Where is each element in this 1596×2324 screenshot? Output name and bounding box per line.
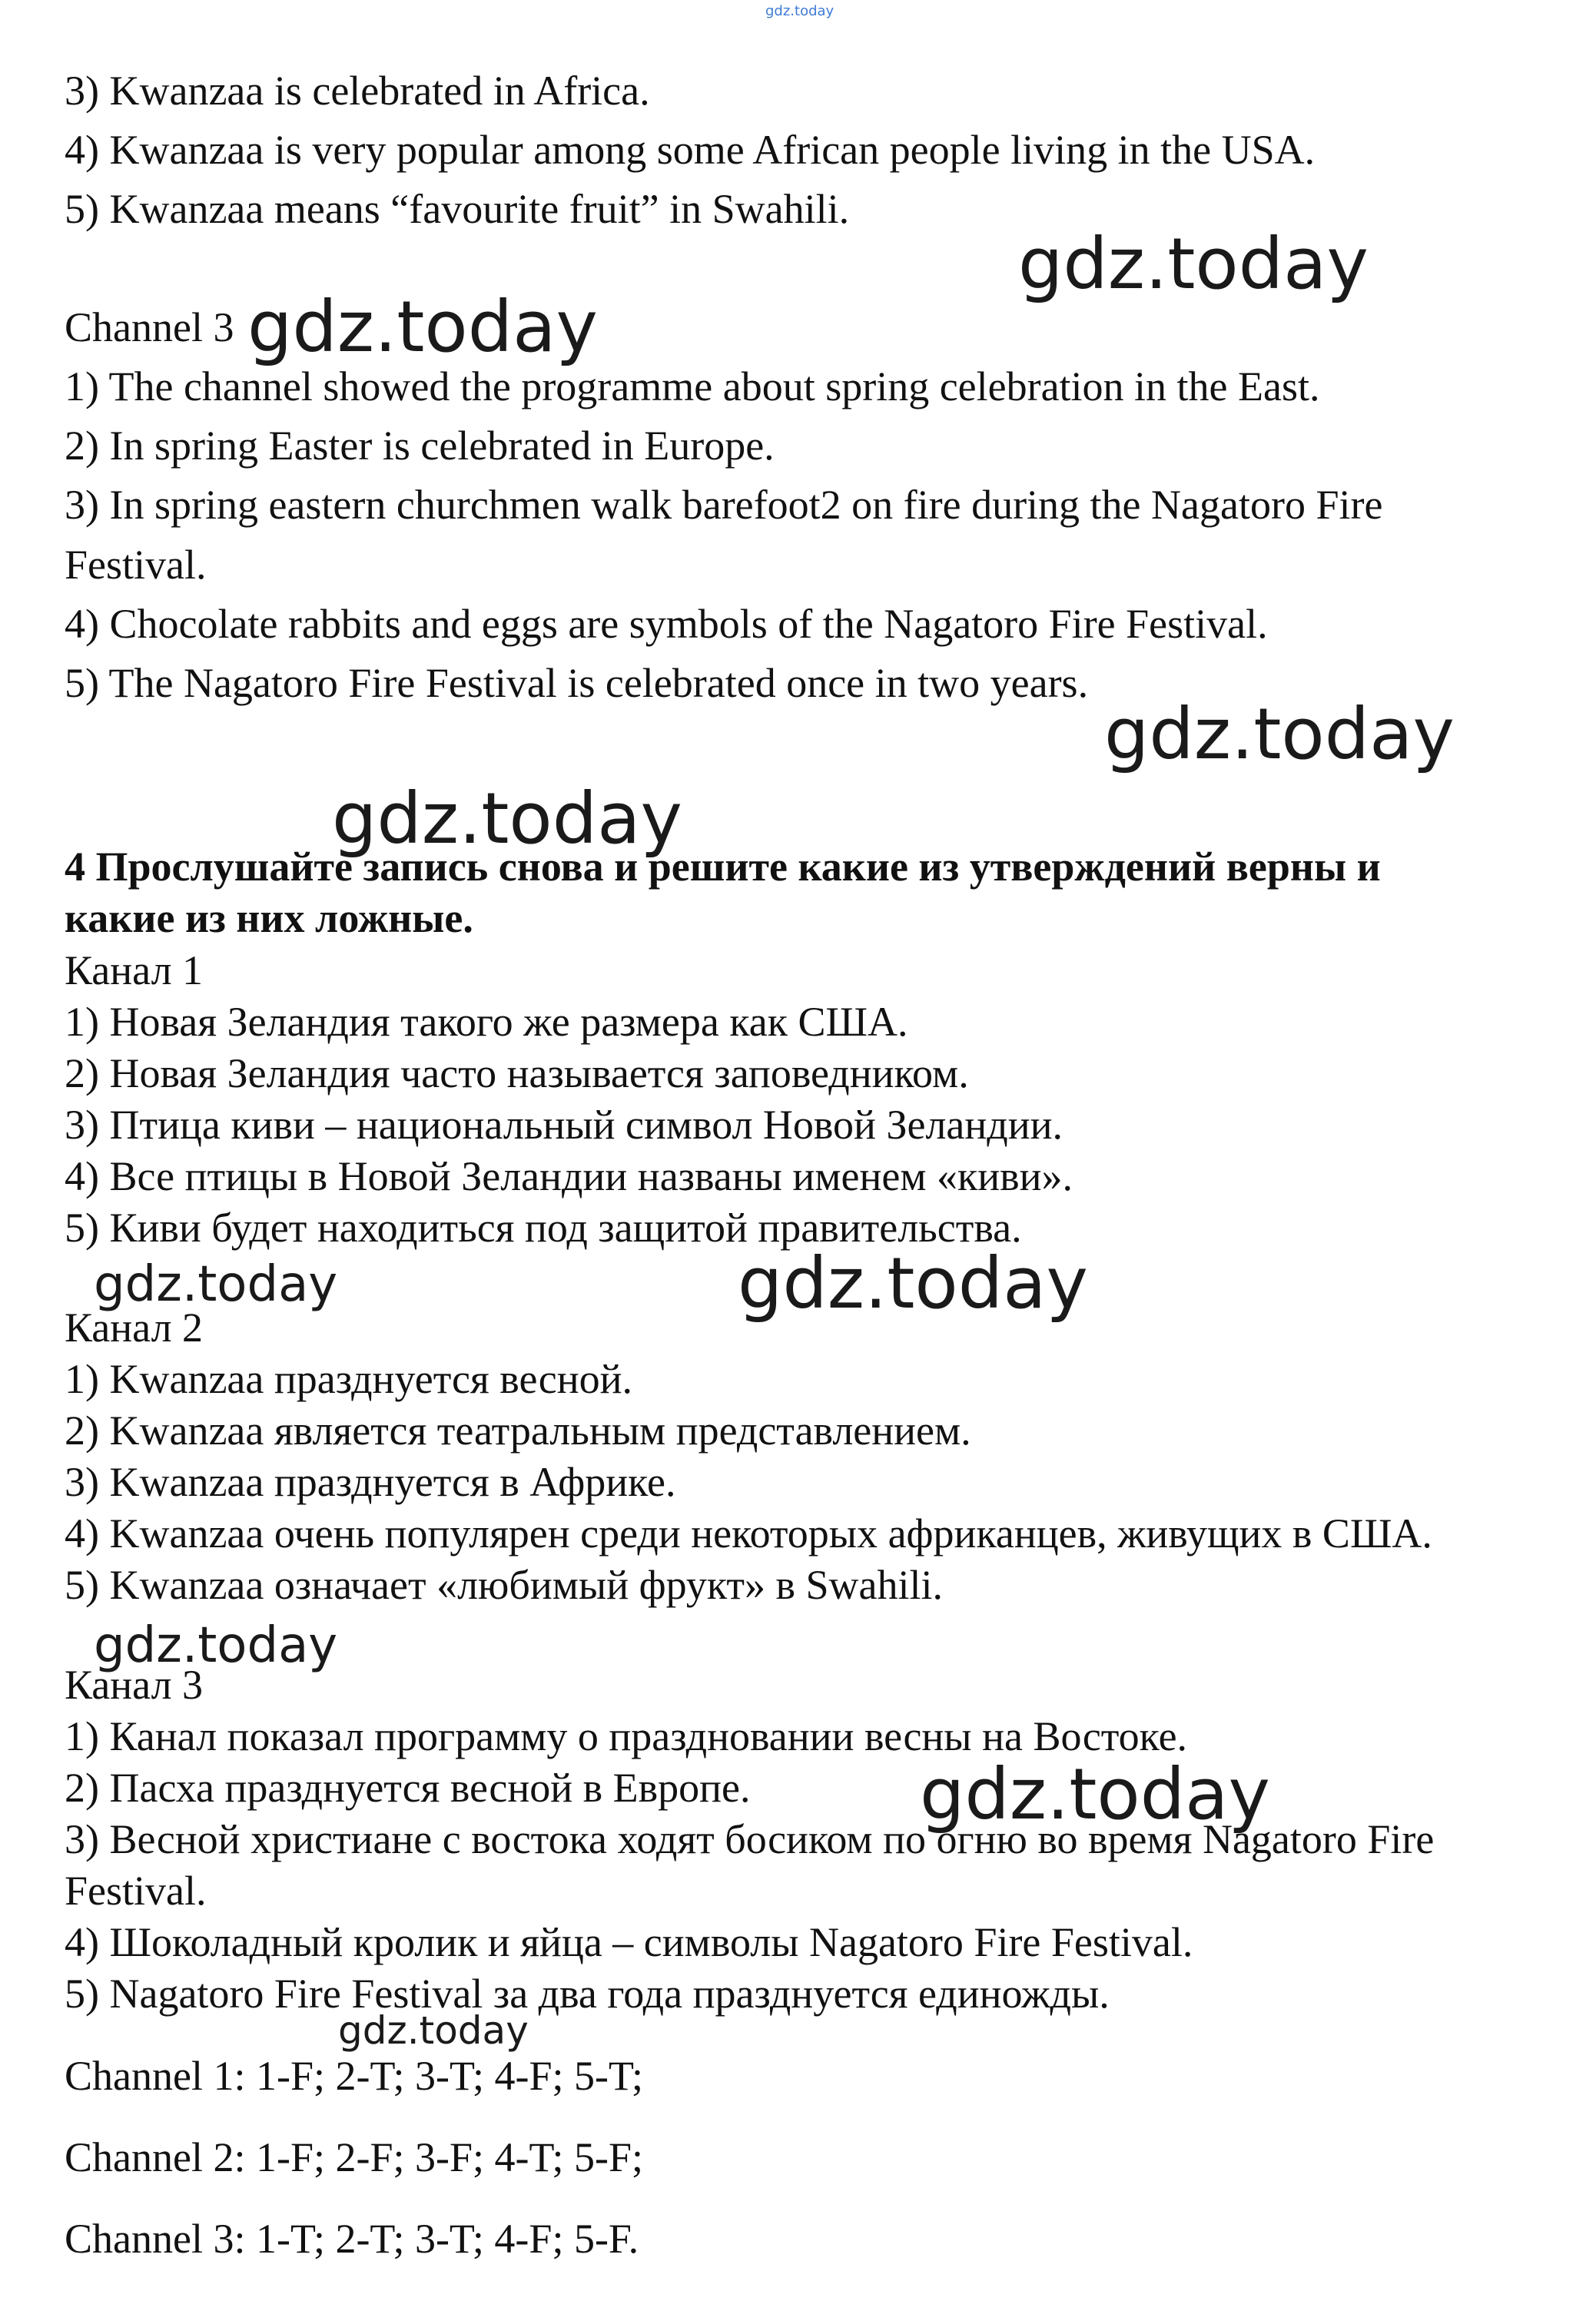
answer-line: Channel 3: 1-T; 2-T; 3-T; 4-F; 5-F. (65, 2216, 639, 2262)
watermark: gdz.today (94, 1617, 338, 1674)
channel-heading: Канал 2 (65, 1305, 204, 1351)
answer-line: Channel 1: 1-F; 2-T; 3-T; 4-F; 5-T; (65, 2053, 643, 2099)
watermark: gdz.today (338, 2008, 529, 2053)
statement-line: 1) Kwanzaa празднуется весной. (65, 1356, 633, 1402)
statement-line: 1) Новая Зеландия такого же размера как США. (65, 999, 908, 1045)
task-heading: 4 Прослушайте запись снова и решите какие из утверждений верны и (65, 844, 1381, 890)
channel-heading: Канал 3 (65, 1662, 204, 1708)
statement-line: 2) Пасха празднуется весной в Европе. (65, 1765, 751, 1811)
statement-line: 5) Kwanzaa means “favourite fruit” in Swahili. (65, 186, 850, 232)
statement-line: 3) Птица киви – национальный символ Новой Зеландии. (65, 1102, 1063, 1148)
watermark: gdz.today (94, 1256, 338, 1313)
watermark: gdz.today (332, 777, 682, 860)
watermark: gdz.today (247, 286, 598, 368)
statement-line: Festival. (65, 1868, 207, 1914)
statement-line: 4) Все птицы в Новой Зеландии названы именем «киви». (65, 1153, 1073, 1199)
statement-line: 2) Новая Зеландия часто называется заповедником. (65, 1050, 969, 1096)
watermark: gdz.today (1104, 693, 1455, 775)
statement-line: 5) Kwanzaa означает «любимый фрукт» в Swahili. (65, 1562, 943, 1608)
statement-line: 1) Канал показал программу о праздновании весны на Востоке. (65, 1713, 1188, 1759)
statement-line: 3) Kwanzaa празднуется в Африке. (65, 1459, 676, 1505)
statement-line: 2) Kwanzaa является театральным представлением. (65, 1407, 971, 1454)
statement-line: 4) Kwanzaa очень популярен среди некоторых африканцев, живущих в США. (65, 1510, 1432, 1557)
statement-line: 5) Киви будет находиться под защитой правительства. (65, 1205, 1022, 1251)
statement-line: 4) Шоколадный кролик и яйца – символы Nagatoro Fire Festival. (65, 1919, 1193, 1965)
top-watermark: gdz.today (765, 3, 834, 19)
watermark: gdz.today (920, 1753, 1270, 1835)
statement-line: 3) Kwanzaa is celebrated in Africa. (65, 68, 650, 114)
channel-heading: Канал 1 (65, 947, 204, 993)
watermark: gdz.today (738, 1242, 1088, 1324)
watermark: gdz.today (1018, 223, 1369, 305)
statement-line: 3) In spring eastern churchmen walk barefoot2 on fire during the Nagatoro Fire (65, 482, 1383, 528)
channel-heading: Channel 3 (65, 304, 234, 350)
statement-line: 4) Chocolate rabbits and eggs are symbols of the Nagatoro Fire Festival. (65, 601, 1268, 647)
statement-line: 2) In spring Easter is celebrated in Europe. (65, 423, 775, 469)
task-heading: какие из них ложные. (65, 895, 473, 941)
statement-line: 3) Весной христиане с востока ходят босиком по огню во время Nagatoro Fire (65, 1816, 1435, 1862)
statement-line: 5) Nagatoro Fire Festival за два года празднуется единожды. (65, 1971, 1110, 2017)
statement-line: 1) The channel showed the programme about spring celebration in the East. (65, 363, 1320, 409)
statement-line: 4) Kwanzaa is very popular among some African people living in the USA. (65, 127, 1316, 173)
statement-line: 5) The Nagatoro Fire Festival is celebrated once in two years. (65, 660, 1089, 706)
statement-line: Festival. (65, 542, 207, 588)
answer-line: Channel 2: 1-F; 2-F; 3-F; 4-T; 5-F; (65, 2134, 644, 2180)
